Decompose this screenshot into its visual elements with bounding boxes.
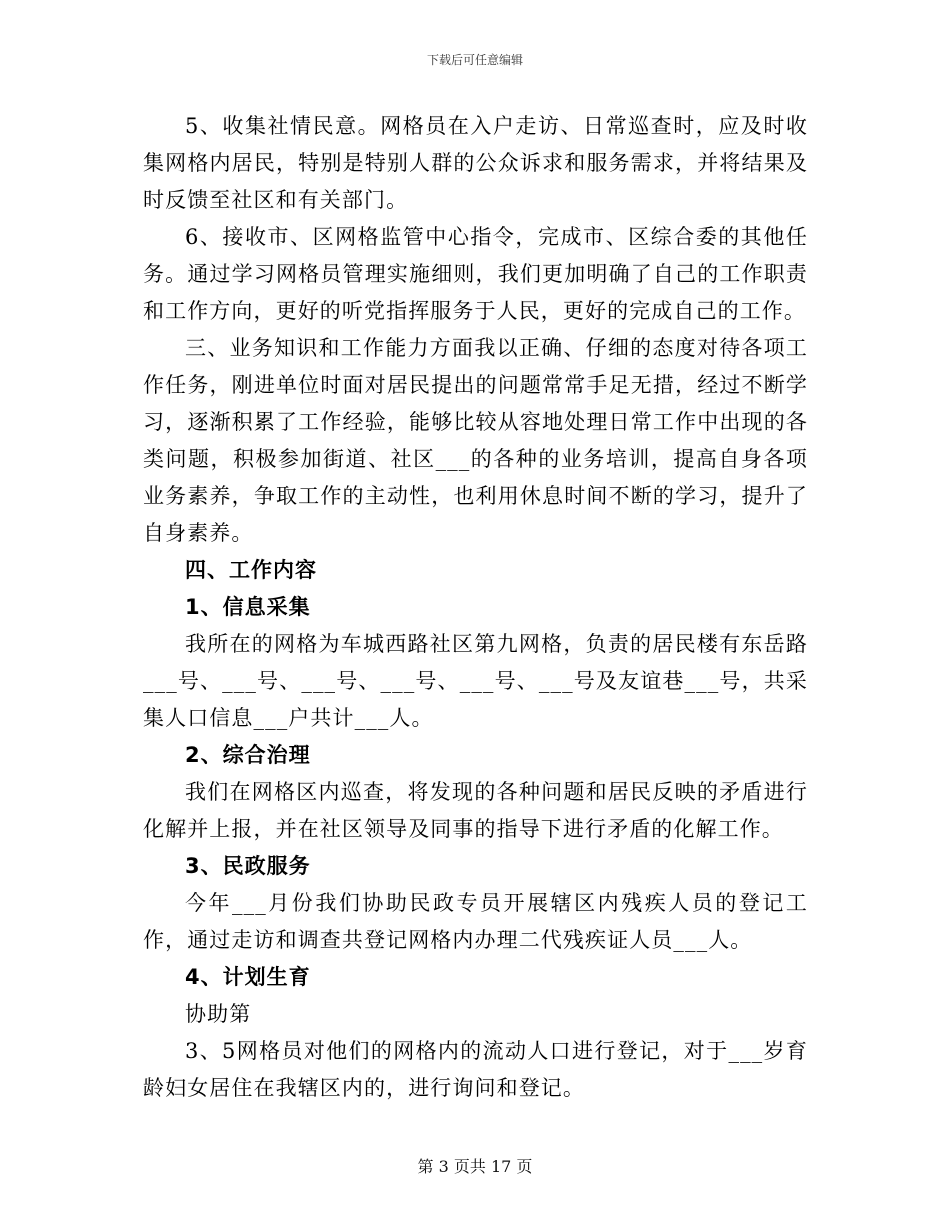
paragraph-floating-population: 3、5网格员对他们的网格内的流动人口进行登记，对于___岁育龄妇女居住在我辖区内的，进行询问和登记。 — [143, 1039, 808, 1100]
subheading-family-planning: 4、计划生育 — [185, 965, 311, 989]
paragraph-section-3: 三、业务知识和工作能力方面我以正确、仔细的态度对待各项工作任务，刚进单位时面对居民提出的问题常常手足无措，经过不断学习，逐渐积累了工作经验，能够比较从容地处理日常工作中出现的各类问题，积极参加街道、社区___的各种的业务培训，提高自身各项业务素养，争取工作的主动性，也利用休息时间不断的学习，提升了自身素养。 — [143, 336, 808, 545]
paragraph-item-5: 5、收集社情民意。网格员在入户走访、日常巡查时，应及时收集网格内居民，特别是特别人群的公众诉求和服务需求，并将结果及时反馈至社区和有关部门。 — [143, 114, 808, 212]
paragraph-item-6: 6、接收市、区网格监管中心指令，完成市、区综合委的其他任务。通过学习网格员管理实施细则，我们更加明确了自己的工作职责和工作方向，更好的听党指挥服务于人民，更好的完成自己的工作。 — [143, 225, 808, 323]
section-heading-work-content: 四、工作内容 — [185, 558, 317, 582]
paragraph-info-collection: 我所在的网格为车城西路社区第九网格，负责的居民楼有东岳路___号、___号、___号、___号、___号、___号及友谊巷___号，共采集人口信息___户共计___人。 — [143, 632, 808, 730]
subheading-civil-affairs: 3、民政服务 — [185, 854, 311, 878]
subheading-comprehensive-governance: 2、综合治理 — [185, 743, 311, 767]
document-body — [143, 108, 808, 1107]
paragraph-assist: 协助第 — [185, 1002, 252, 1026]
paragraph-civil-affairs: 今年___月份我们协助民政专员开展辖区内残疾人员的登记工作，通过走访和调查共登记网格内办理二代残疾证人员___人。 — [143, 891, 808, 952]
page-footer: 第 3 页共 17 页 — [417, 1157, 533, 1176]
page-header: 下载后可任意编辑 — [426, 53, 523, 67]
subheading-info-collection: 1、信息采集 — [185, 595, 311, 619]
paragraph-comprehensive-governance: 我们在网格区内巡查，将发现的各种问题和居民反映的矛盾进行化解并上报，并在社区领导及同事的指导下进行矛盾的化解工作。 — [143, 780, 808, 841]
